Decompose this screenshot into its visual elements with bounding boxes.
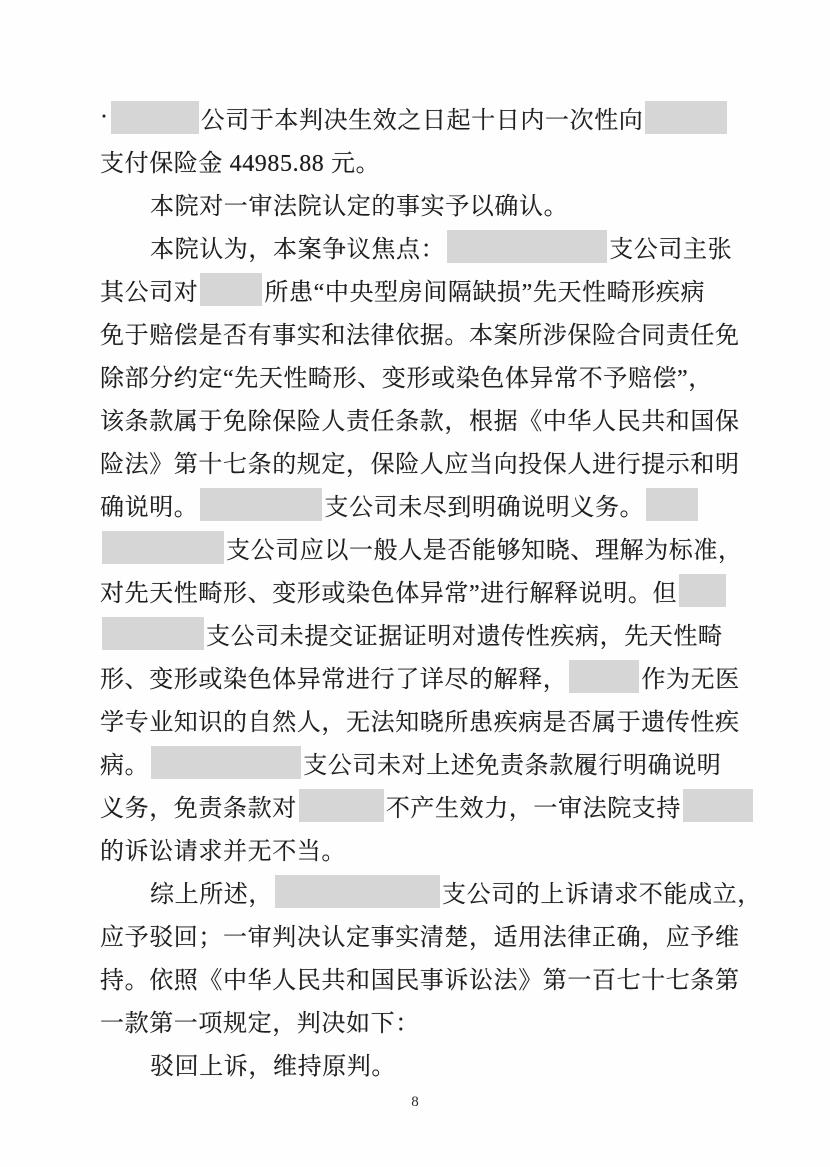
text-segment: 支公司应以一般人是否能够知晓、理解为标准， <box>226 538 743 564</box>
text-line <box>100 999 750 1042</box>
text-line <box>100 827 750 870</box>
text-segment: 对先天性畸形、变形或染色体异常”进行解释说明。但 <box>100 581 678 607</box>
text-line <box>100 139 750 182</box>
redaction-box <box>102 617 204 650</box>
text-segment: 的诉讼请求并无不当。 <box>100 839 346 865</box>
text-segment: 病。 <box>100 753 150 779</box>
text-line <box>100 1042 750 1085</box>
text-line <box>100 870 762 913</box>
text-line <box>100 526 750 569</box>
text-line <box>100 569 750 612</box>
text-segment: 不产生效力，一审法院支持 <box>385 796 682 822</box>
text-segment: 支公司的上诉请求不能成立， <box>442 882 762 908</box>
text-segment: 作为无医 <box>641 667 740 693</box>
text-segment: · <box>100 104 109 130</box>
redaction-box <box>111 101 199 134</box>
text-segment: 持。依照《中华人民共和国民事诉讼法》第一百七十七条第 <box>100 968 740 994</box>
redaction-box <box>299 789 384 822</box>
redaction-box <box>683 789 753 822</box>
text-segment: 支公司未提交证据证明对遗传性疾病，先天性畸 <box>206 624 723 650</box>
text-segment: 学专业知识的自然人，无法知晓所患疾病是否属于遗传性疾 <box>100 710 740 736</box>
text-segment: 支付保险金 44985.88 元。 <box>100 151 381 177</box>
text-line <box>100 698 750 741</box>
text-segment: 支公司未尽到明确说明义务。 <box>324 495 645 521</box>
redaction-box <box>646 488 698 521</box>
text-segment: 义务，免责条款对 <box>100 796 297 822</box>
text-segment: 支公司主张 <box>609 237 733 263</box>
text-segment: 该条款属于免除保险人责任条款，根据《中华人民共和国保 <box>100 409 740 435</box>
text-line <box>100 913 750 956</box>
text-segment: 确说明。 <box>100 495 199 521</box>
text-segment: 支公司未对上述免责条款履行明确说明 <box>303 753 722 779</box>
redaction-box <box>200 488 322 521</box>
redaction-box <box>275 875 440 908</box>
text-line <box>100 741 750 784</box>
text-line <box>100 96 750 139</box>
text-line <box>100 225 750 268</box>
text-line <box>100 182 750 225</box>
text-line <box>100 612 750 655</box>
text-line <box>100 784 750 827</box>
text-segment: 应予驳回；一审判决认定事实清楚，适用法律正确，应予维 <box>100 925 740 951</box>
text-line <box>100 268 750 311</box>
text-segment: 本院对一审法院认定的事实予以确认。 <box>150 194 569 220</box>
redaction-box <box>447 230 607 263</box>
text-segment: 本院认为，本案争议焦点： <box>150 237 446 263</box>
text-line <box>100 483 750 526</box>
text-segment: 综上所述， <box>150 882 273 908</box>
text-line <box>100 354 750 397</box>
text-segment: 免于赔偿是否有事实和法律依据。本案所涉保险合同责任免 <box>100 323 740 349</box>
text-segment: 其公司对 <box>100 280 199 306</box>
redaction-box <box>102 531 224 564</box>
text-line <box>100 956 750 999</box>
text-line <box>100 655 750 698</box>
text-segment: 所患“中央型房间隔缺损”先天性畸形疾病 <box>264 280 706 306</box>
redaction-box <box>679 574 726 607</box>
redaction-box <box>200 273 262 306</box>
text-line <box>100 397 750 440</box>
text-segment: 一款第一项规定，判决如下： <box>100 1011 420 1037</box>
text-segment: 驳回上诉，维持原判。 <box>150 1054 396 1080</box>
redaction-box <box>569 660 639 693</box>
text-segment: 形、变形或染色体异常进行了详尽的解释， <box>100 667 568 693</box>
text-line <box>100 440 750 483</box>
redaction-box <box>645 101 727 134</box>
text-line <box>100 311 750 354</box>
redaction-box <box>151 746 301 779</box>
document-body <box>100 96 762 1085</box>
text-segment: 险法》第十七条的规定，保险人应当向投保人进行提示和明 <box>100 452 740 478</box>
page-number: 8 <box>411 1094 419 1110</box>
text-segment: 公司于本判决生效之日起十日内一次性向 <box>200 108 644 134</box>
text-segment: 除部分约定“先天性畸形、变形或染色体异常不予赔偿”， <box>100 366 713 392</box>
